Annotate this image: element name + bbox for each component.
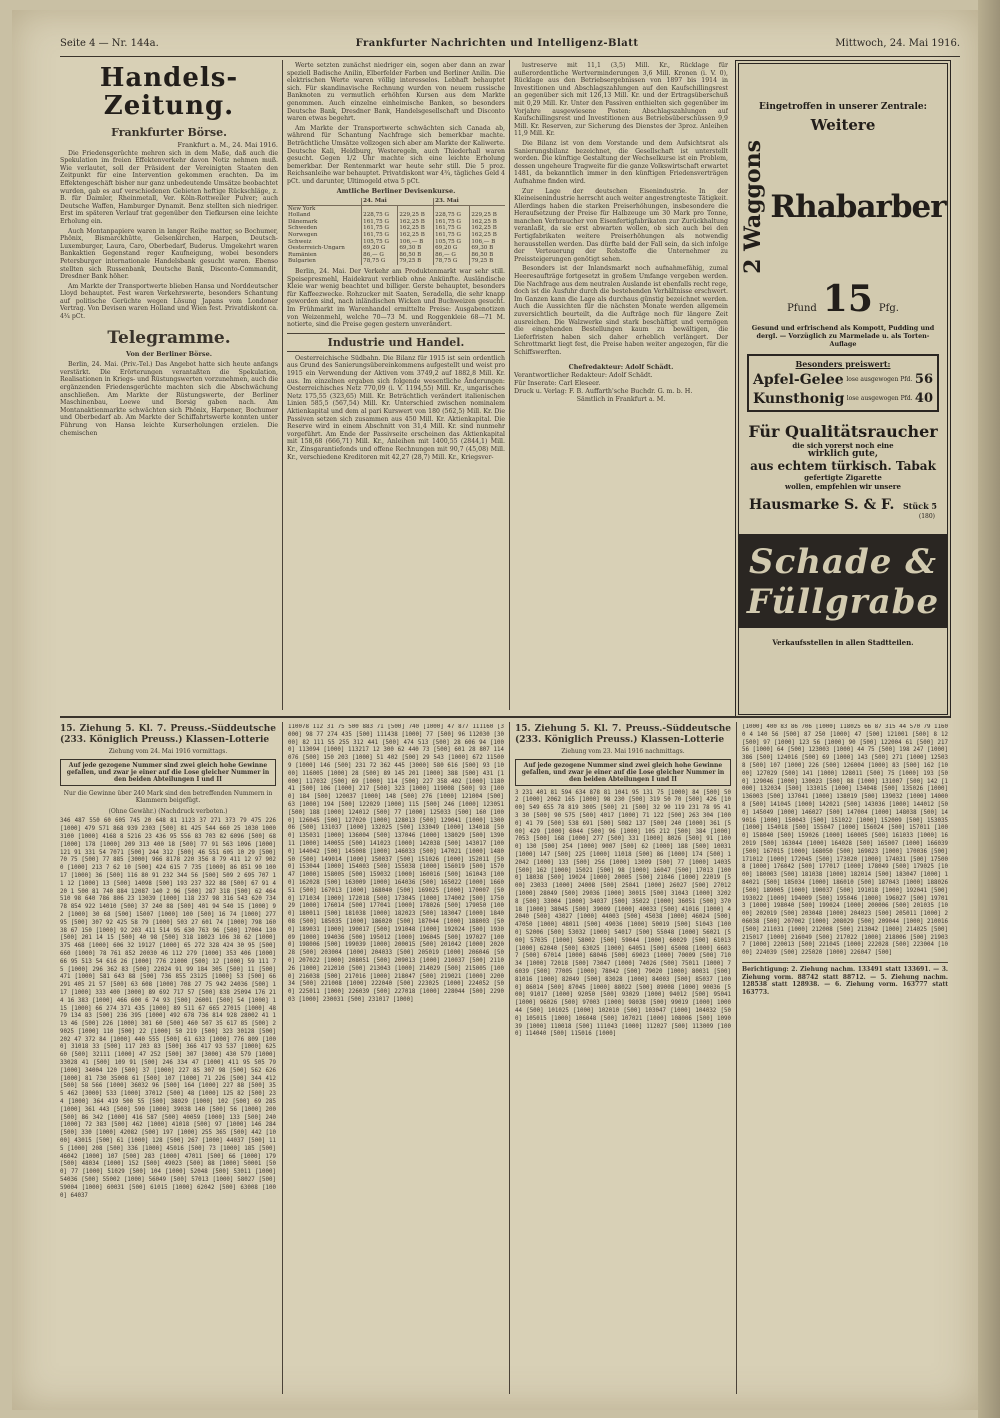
ad-brand-price: Stück 5 [902,500,937,511]
ad-quality-heading: Für Qualitätsraucher [748,421,938,441]
cell: 105,75 G [434,239,470,246]
table-row [287,232,505,239]
section-divider [60,716,950,718]
column-divider [509,722,510,1394]
article-paragraph: Oesterreichische Südbahn. Die Bilanz für 1915 ist sein ordentlich aus Grund des Sanierungsübereinkommens aufgestellt und weist pro 1915 ein Verwendung der Aktiven vom 3749,2 auf 1882,8 Mill. Kr. aus. Im einzelnen ergaben sich folgende wesentliche Änderungen: Oesterreichisches Netz 770,09 (i. V. 1194,55) Mill. Kr., ungarisches Netz 175,55 (323,65) Mill. Kr. Beträchtlich verändert italienischen Linien 585,5 (567,54) Mill. Kr. Unterschied zwischen nominalem Aktienkapital und dem al pari Kurswert von 180 (562,5) Mill. Kr. Die Passiven setzen sich zusammen aus 450 Mill. Kr. Aktienkapital. Die Reserve wird in einem Abschnitt von 31,4 Mill. Kr. sind nunmehr vorgeführt. Am Ende der Passivseite erscheinen das Aktienkapital mit 158,68 (666,71) Mill. Kr., Anleihen mit 1400,55 (2844,1) Mill. Kr., Zinsgarantiefonds und offene Rechnungen mit 90,7 (45,08) Mill. Kr., verschiedene Kreditoren mit 42,27 (28,7) Mill. Kr., Kriegsver- [287,354,505,461]
ad-intro: Eingetroffen in unserer Zentrale: [759,102,927,112]
cell: 79,25 B [470,258,505,265]
ad-price: 15 [822,277,873,320]
telegram-subheading: Von der Berliner Börse. [126,349,212,358]
cell: 86,— G [362,252,398,259]
telegram-heading: Telegramme. [107,327,231,348]
cell: 228,75 G [362,212,398,219]
ad-company-line: Schade & [749,541,937,582]
issue-date: Mittwoch, 24. Mai 1916. [835,38,960,49]
currency-rates-table [287,198,505,265]
cell: Bulgarien [288,258,316,265]
cell: Dänemark [288,218,318,225]
table-header: 24. Mai [362,198,434,205]
dateline: Frankfurt a. M., 24. Mai 1916. [177,141,278,149]
industry-heading: Industrie und Handel. [287,333,505,352]
article-paragraph: lustreserve mit 11,1 (3,5) Mill. Kr., Rücklage für außerordentliche Wertverminderungen 3,6 Mill. Kronen (i. V. 0), Rücklage aus den Betriebsergebnissen von 1897 bis 1914 in Investitionen und Abschlagszahlungen auf den Kaufschillingsrest an gegenüber sich mit 126,13 Mill. Kr. und der Ertragsüberschuß mit 0,29 Mill. Kr. Unter den Passiven enthielten sich gegenüber im Vorjahre ausgewiesene Posten: Abschlagszahlungen auf Kaufschillingsrest und Investitionen aus Betriebsüberschüssen 9,9 Mill. Kr. Reserven, zur Sicherung des Dienstes der 3proz. Anleihen 11,9 Mill. Kr. [514,62,728,138]
lottery-column-1 [60,724,276,1394]
table-row [287,239,505,246]
lottery-note: Nur die Gewinne über 240 Mark sind den betreffenden Nummern in Klammern beigefügt. [63,789,273,805]
cell: 78,75 G [434,258,470,265]
ad-item-name: Apfel-Gelee [753,371,844,388]
cell: 161,75 G [434,219,470,226]
cell: 162,25 B [470,232,505,239]
table-header-row [287,198,505,205]
article-paragraph: Die Friedensgerüchte mehren sich in dem Maße, daß auch die Spekulation im freien Effektenverkehr davon Notiz nehmen muß. Wie verlautet, soll der Präsident der Vereinigten Staaten den Zeitpunkt für eine Intervention gekommen erachten. Da im Effektengeschäft bisher nur ganz unbedeutende Umsätze beobachtet wurden, gab es auf verschiedenen Gebieten heftige Rückschläge, z. B. für Daimler, Rheinmetall, Ver. Köln-Rottweiler Pulver; auch Deutsche Waffen, Hamburger Dynamit. Benz stellten sich niedriger. Erst im späteren Verlauf trat gegenüber den Tiefkursen eine leichte Erholung ein. [60,149,278,225]
article-paragraph: Am Markte der Transportwerte schwächten sich Canada ab, während für Schantung Nachfrage sich bemerkbar machte. Beträchtliche Umsätze vollzogen sich aber am Markte der Kaliwerte. Deutsche Kali, Heldburg, Westeregeln, auch Thiederhall waren gesucht. Gegen 1/2 Uhr machte sich eine leichte Erholung bemerkbar. Der Rentenmarkt war heute sehr still. Die 5 proz. Reichsanleihe war behauptet. Privatdiskont war 4¾, tägliches Geld 4 pCt. und darunter, Ultimogeld etwa 5 pCt. [287,124,505,185]
lottery-subtitle: Ziehung vom 24. Mai 1916 vormittags. [108,748,228,755]
lottery-note-box: Auf jede gezogene Nummer sind zwei gleich hohe Gewinne gefallen, und zwar je einer auf die Lose gleicher Nummer in den beiden Abteilungen I und II [60,759,276,786]
column-handelszeitung [60,62,278,712]
lottery-column-2 [288,724,504,1394]
lottery-note-box: Auf jede gezogene Nummer sind zwei gleich hohe Gewinne gefallen, und zwar je einer auf die Lose gleicher Nummer in den beiden Abteilungen I und II [515,759,731,786]
ad-quality-line: wirklich gute, [808,448,878,459]
imprint-line: Verantwortlicher Redakteur: Adolf Schädt. [514,370,653,379]
masthead: Frankfurter Nachrichten und Intelligenz-Blatt [355,38,639,49]
cell: 161,75 G [434,232,470,239]
cell [470,205,505,212]
article-paragraph: Berlin, 24. Mai. Der Verkehr am Produktenmarkt war sehr still. Speisepresmehl, Haidekraut verblieb ohne Ankünfte. Ausländische Kleie war wenig beachtet und billiger. Gerste behauptet, besonders für Kaffeezwecke. Rohzucker mit Saaten, Seradella, die sehr knapp geworden sind, nach inländischen Wicken und Buchweizen gesucht. Im Frühmarkt im Warenhandel ermittelte Preise: Ausgabenotizen von Weizenmehl, welche 70—73 M. und Roggenkleie 68—71 M. notierte, sind die Preise gegen gestern unverändert. [287,268,505,329]
cell: 86,50 B [398,252,434,259]
cell: 69,30 B [470,245,505,252]
ad-offer-box [747,354,939,412]
ad-item-note: lose ausgewogen Pfd. [846,395,913,403]
table-row [287,245,505,252]
ad-waggons: 2 Waggons [740,140,767,274]
table-row [287,225,505,232]
cell: 229,25 B [398,212,434,219]
column-markets [287,62,505,712]
article-paragraph: Besonders ist der Inlandsmarkt noch aufnahmefähig, zumal Heeresaufträge fortgesetzt in großem Umfange vergeben werden. Die Nachfrage aus dem neutralen Auslande ist ebenfalls recht rege, doch ist die Ausfuhr durch die bestehenden Verhältnisse erschwert. Im Ganzen kann die Lage als durchaus günstig bezeichnet werden. Auch die Aussichten für die nächsten Monate werden allgemein zuversichtlich beurteilt, da die Aufträge noch für längere Zeit ausreichen. Die Walzwerke sind stark beschäftigt und vermögen die eingehenden Bestellungen kaum zu bewältigen, die Lieferfristen haben sich daher erheblich verlängert. Der Schrottmarkt liegt fest, die Preise haben weiter angezogen, für die Schiffswerften. [514,265,728,356]
ad-quality-line: gefertigte Zigarette [804,472,882,482]
cell: 69,30 B [398,245,434,252]
article-paragraph: Werte setzten zunächst niedriger ein, sogen aber dann an zwar speziell Badische Anilin, Elberfelder Farben und Berliner Anilin. Die elektrischen Werte waren völlig interesselos. Lebhaft behauptet sich. Für skandinavische Rechnung wurden von neuem russische Banknoten zu vermutlich erhöhten Kursen aus dem Markte genommen. Auch einzelne einheimische Banken, so besonders Deutsche Bank, Dresdner Bank, Handelsgesellschaft und Disconto waren etwas begehrt. [287,62,505,123]
ad-weitere: Weitere [810,116,876,134]
ad-brand: Hausmarke S. & F. [749,496,895,513]
imprint-line: Für Inserate: Carl Eleseer. [514,378,601,387]
ad-quality-line: wollen, empfehlen wir unsere [785,481,901,491]
cell: 228,75 G [434,212,470,219]
ad-product-row [739,140,947,274]
table-row [287,205,505,212]
cell: Holland [288,212,311,219]
cell [362,205,398,212]
imprint [514,363,728,403]
ad-currency: Pfg. [878,302,899,314]
rhabarber-advertisement [735,60,951,718]
ad-offer-title: Besonders preiswert: [795,358,891,369]
boerse-heading: Frankfurter Börse. [111,126,227,139]
ad-quality-line: die sich vorerst noch eine [792,440,894,450]
ad-company-banner [739,534,947,628]
article-paragraph: Die Bilanz ist von dem Vorstande und dem Aufsichtsrat als Sanierungsbilanz bezeichnet, die Gesellschaft ist unterstellt worden. Die künftige Gestaltung der Wechselkurse ist ein Problem, dessen ungeheure Tragweite für die ganze Volkswirtschaft erwartet 1481, da bekanntlich immer in den künftigen Friedensverträgen Aufnahme finden wird. [514,139,728,185]
table-row [287,212,505,219]
ad-offer-item [753,372,933,388]
column-industry [514,62,728,712]
ad-offer-item [753,391,933,407]
cell: 162,25 B [398,225,434,232]
cell: 161,75 G [434,225,470,232]
cell: 162,25 B [470,219,505,226]
cell: 79,25 B [398,258,434,265]
ad-company-line: Füllgrabe [746,581,940,622]
lottery-numbers: 3 231 401 81 594 634 878 81 1041 95 131 75 [1000] 84 [500] 502 [1000] 2062 165 [1000] 98 230 [500] 319 50 70 [500] 426 [1000] 549 655 78 819 3005 [500] 21 [500] 32 90 119 231 78 95 413 30 [500] 90 575 [500] 4017 [1000] 71 122 [500] 263 304 [1000] 41 79 [500] 538 691 [500] 5082 137 [500] 240 [1000] 361 [500] 429 [1000] 6044 [500] 96 [1000] 105 212 [500] 384 [1000] 7053 [500] 168 [1000] 277 [500] 331 [1000] 8026 [500] 91 [1000] 130 [500] 254 [1000] 9007 [500] 62 [1000] 188 [500] 10031 [1000] 147 [500] 225 [1000] 11018 [500] 86 [1000] 174 [500] 12042 [1000] 133 [500] 256 [1000] 13009 [500] 77 [1000] 14035 [500] 162 [1000] 15021 [500] 98 [1000] 16047 [500] 17013 [1000] 18038 [500] 19024 [1000] 20005 [500] 21046 [1000] 22019 [500] 23033 [1000] 24008 [500] 25041 [1000] 26027 [500] 27012 [1000] 28049 [500] 29036 [1000] 30015 [500] 31043 [1000] 32028 [500] 33004 [1000] 34037 [500] 35022 [1000] 36051 [500] 37018 [1000] 38045 [500] 39009 [1000] 40033 [500] 41016 [1000] 42040 [500] 43027 [1000] 44003 [500] 45038 [1000] 46024 [500] 47050 [1000] 48011 [500] 49036 [1000] 50019 [500] 51043 [1000] 52006 [500] 53032 [1000] 54017 [500] 55048 [1000] 56021 [500] 57035 [1000] 58002 [500] 59044 [1000] 60029 [500] 61013 [1000] 62040 [500] 63025 [1000] 64051 [500] 65008 [1000] 66037 [500] 67014 [1000] 68046 [500] 69023 [1000] 70009 [500] 71034 [1000] 72018 [500] 73047 [1000] 74026 [500] 75011 [1000] 76039 [500] 77005 [1000] 78042 [500] 79020 [1000] 80031 [500] 81016 [1000] 82049 [500] 83028 [1000] 84003 [500] 85037 [1000] 86014 [500] 87045 [1000] 88022 [500] 89008 [1000] 90036 [500] 91017 [1000] 92050 [500] 93029 [1000] 94012 [500] 95041 [1000] 96026 [500] 97003 [1000] 98038 [500] 99019 [1000] 100044 [500] 101025 [1000] 102010 [500] 103047 [1000] 104032 [500] 105015 [1000] 106048 [500] 107021 [1000] 108006 [500] 109039 [1000] 110018 [500] 111043 [1000] 112027 [500] 113009 [1000] 114040 [500] 115016 [1000] [515,789,731,1038]
cell: 229,25 B [470,212,505,219]
lottery-column-3 [515,724,731,1394]
lottery-title: 15. Ziehung 5. Kl. 7. Preuss.-Süddeutsche (233. Königlich Preuss.) Klassen-Lotterie [60,724,276,745]
cell: 78,75 G [362,258,398,265]
cell: 86,50 B [470,252,505,259]
cell: 86,— G [434,252,470,259]
page-edge [978,0,1000,1418]
lottery-numbers: 346 487 550 60 605 745 20 648 81 1123 37 271 373 79 475 226 [1000] 479 571 868 939 2303 [500] 81 425 544 660 25 1030 1000 3100 [1000] 4168 8 5216 23 436 95 556 83 703 82 6096 [500] 68 [1000] 178 [1000] 209 313 400 18 [500] 77 91 563 1096 [1000] 121 91 331 54 7071 [500] 244 312 [500] 46 551 605 10 29 [500] 70 75 [500] 77 885 [3000] 966 8178 220 356 8 79 411 12 97 9020 [1000] 213 7 62 10 [500] 424 615 7 735 [1000] 86 851 90 10017 [1000] 36 [500] 116 80 91 232 344 56 [500] 509 2 695 707 11 12 [1000] 13 [500] 14098 [500] 193 237 322 88 [500] 67 91 420 1 500 81 740 884 12087 140 2 96 [500] 287 318 [500] 62 464 510 98 640 786 806 23 13039 [1000] 118 237 98 316 543 620 734 78 854 922 14010 [500] 37 240 88 [500] 401 94 540 15 [1000] 92 [1000] 30 68 [500] 15007 [1000] 100 [500] 16 74 [1000] 277 95 [500] 307 92 425 58 79 [1000] 503 27 601 74 [1000] 798 16038 67 150 [1000] 92 203 411 514 95 630 763 96 [500] 17004 130 [500] 201 14 15 [500] 40 98 [500] 318 18023 106 38 62 [1000] 375 468 [1000] 606 32 19127 [1000] 65 272 328 424 30 95 [500] 660 [1000] 78 761 852 20030 46 112 279 [1000] 353 406 [1000] 66 95 513 54 616 26 [1000] 776 21000 [500] 12 [1000] 59 111 75 [1000] 296 362 83 [500] 22024 91 99 184 305 [500] 11 [500] 471 [1000] 581 643 88 [500] 736 855 23125 [1000] 53 [500] 66 291 405 21 57 [500] 63 608 [1000] 708 27 75 942 24036 [500] 117 [1000] 333 400 [3000] 89 692 717 57 [500] 838 25094 176 214 16 383 [1000] 466 600 6 74 93 [500] 26001 [500] 54 [1000] 115 [1000] 66 274 371 435 [1000] 89 511 67 665 27015 [1000] 48 79 134 83 [500] 236 395 [1000] 492 678 736 814 928 28002 41 113 46 [500] 226 [1000] 301 60 [500] 460 507 35 617 85 [500] 29025 [1000] 110 [500] 22 [1000] 50 219 [500] 323 30128 [500] 202 47 372 84 [1000] 440 555 [500] 61 633 [1000] 776 809 [1000] 31018 33 [500] 117 203 83 [500] 366 417 93 537 [1000] 625 60 [500] 32111 [1000] 47 252 [500] 307 [3000] 430 579 [1000] 33028 41 [500] 109 91 [500] 246 334 47 [1000] 411 95 505 79 [1000] 34004 120 [500] 37 [1000] 227 85 307 98 [500] 562 626 [1000] 81 730 35008 61 [500] 107 [1000] 71 226 [500] 344 412 [500] 58 566 [1000] 36032 96 [500] 164 [1000] 227 88 [500] 355 462 [3000] 533 [1000] 37012 [500] 48 [1000] 125 82 [500] 234 [1000] 364 419 500 55 [500] 38029 [1000] 102 [500] 69 285 [1000] 361 443 [500] 590 [1000] 39038 140 [500] 56 [1000] 200 [500] 86 342 [1000] 416 587 [500] 40059 [1000] 133 [500] 240 [1000] 72 383 [500] 462 [1000] 41018 [500] 97 [1000] 146 284 [500] 330 [1000] 42082 [500] 197 [1000] 255 365 [500] 442 [1000] 43015 [500] 61 [1000] 128 [500] 267 [1000] 44037 [500] 115 [1000] 208 [500] 336 [1000] 45016 [500] 73 [1000] 185 [500] 46042 [1000] 107 [500] 283 [1000] 47011 [500] 66 [1000] 179 [500] 48034 [1000] 152 [500] 49023 [500] 88 [1000] 50001 [500] 77 [1000] 51029 [500] 104 [1000] 52048 [500] 53011 [1000] 54036 [500] 55002 [1000] 56049 [500] 57013 [1000] 58027 [500] 59004 [1000] 60031 [500] 61015 [1000] 62042 [500] 63008 [1000] 64037 [60,818,276,1199]
lottery-column-4 [742,724,948,1394]
lottery-numbers: [1000] 400 83 86 706 [1000] 118025 66 87 315 44 570 79 11600 4 140 56 [500] 87 250 [1000] 47 [500] 121001 [500] 8 12 [500] 97 [1000] 123 56 [1000] 90 [500] 122004 61 [500] 217 56 [1000] 64 [500] 123003 [1000] 44 75 [500] 198 247 [1000] 386 [500] 124016 [500] 69 [1000] 143 [500] 271 [1000] 125038 [500] 107 [1000] 226 [500] 126004 [1000] 83 [500] 162 [1000] 127029 [500] 141 [1000] 128011 [500] 75 [1000] 193 [500] 129046 [1000] 130023 [500] 88 [1000] 131007 [500] 142 [1000] 132034 [500] 133015 [1000] 134048 [500] 135026 [1000] 136003 [500] 137041 [1000] 138019 [500] 139032 [1000] 140008 [500] 141045 [1000] 142021 [500] 143036 [1000] 144012 [500] 145049 [1000] 146027 [500] 147004 [1000] 148038 [500] 149016 [1000] 150043 [500] 151022 [1000] 152009 [500] 153035 [1000] 154018 [500] 155047 [1000] 156024 [500] 157011 [1000] 158040 [500] 159026 [1000] 160005 [500] 161033 [1000] 162019 [500] 163044 [1000] 164028 [500] 165007 [1000] 166039 [500] 167015 [1000] 168050 [500] 169023 [1000] 170036 [500] 171012 [1000] 172045 [500] 173020 [1000] 174031 [500] 175008 [1000] 176042 [500] 177017 [1000] 178049 [500] 179025 [1000] 180003 [500] 181038 [1000] 182014 [500] 183047 [1000] 184021 [500] 185034 [1000] 186010 [500] 187043 [1000] 188026 [500] 189005 [1000] 190037 [500] 191018 [1000] 192041 [500] 193022 [1000] 194009 [500] 195046 [1000] 196027 [500] 197013 [1000] 198040 [500] 199024 [1000] 200006 [500] 201035 [1000] 202019 [500] 203048 [1000] 204023 [500] 205011 [1000] 206038 [500] 207002 [1000] 208029 [500] 209044 [1000] 210016 [500] 211031 [1000] 212008 [500] 213042 [1000] 214025 [500] 215017 [1000] 216049 [500] 217022 [1000] 218006 [500] 219037 [1000] 220013 [500] 221045 [1000] 222028 [500] 223004 [1000] 224039 [500] 225020 [1000] 226047 [500] [742,724,948,957]
column-divider [282,60,283,710]
lottery-correction: Berichtigung: 2. Ziehung nachm. 133491 statt 133691. — 3. Ziehung vorm. 88742 statt 88712. — 5. Ziehung nachm. 128538 statt 128938. — 6. Ziehung vorm. 163777 statt 163773. [742,962,948,996]
ad-item-price: 56 [914,372,933,388]
ad-item-price: 40 [914,391,933,407]
cell [398,205,434,212]
cell: Oesterreich-Ungarn [288,245,345,252]
ad-description: Gesund und erfrischend als Kompott, Pudding und dergl. — Vorzüglich zu Marmelade u. als Torten-Auflage [751,323,935,348]
cell: New York [288,205,316,212]
cell: 106,— B [470,239,505,246]
cell: Schweiz [288,238,312,245]
cell: Rumänien [288,251,317,258]
ad-footer: Verkaufsstellen in allen Stadtteilen. [772,637,914,647]
cell: 162,25 B [470,225,505,232]
ad-price-row [739,278,947,320]
cell: 69,20 G [362,245,398,252]
table-header: 23. Mai [434,198,505,205]
cell: 106,— B [398,239,434,246]
table-header [287,198,362,205]
cell: 69,20 G [434,245,470,252]
page-header [60,38,960,57]
ad-product: Rhabarber [770,188,946,225]
ad-item-name: Kunsthonig [753,390,845,407]
ad-ref: (180) [918,512,935,520]
cell: 161,75 G [362,232,398,239]
column-divider [509,60,510,710]
lottery-subtitle: Ziehung vom 23. Mai 1916 nachmittags. [561,748,685,755]
cell: Norwegen [288,232,318,239]
ad-quality-line: aus echtem türkisch. Tabak [750,458,936,473]
ad-item-note: lose ausgewogen Pfd. [846,376,913,384]
cell: 161,75 G [362,225,398,232]
cell: 105,75 G [362,239,398,246]
imprint-line: Sämtlich in Frankfurt a. M. [576,394,666,403]
ad-unit: Pfund [787,302,817,314]
table-row [287,219,505,226]
column-divider [282,722,283,1394]
article-paragraph: Am Markte der Transportwerte blieben Hansa und Norddeutscher Lloyd behauptet. Fest waren Verkehrswerte, besonders Schantung auf politische Gerüchte wegen Lösung Japans vom Londoner Vertrag. Von Devisen waren Holland und Wien fest. Privatdiskont ca. 4¾ pCt. [60,282,278,321]
lottery-numbers: 110078 112 31 75 500 883 71 [500] 740 [1000] 47 877 111160 [3000] 98 77 274 435 [500] 111438 [1000] 77 [500] 96 112030 [3000] 82 111 55 255 312 441 [500] 474 513 [500] 28 606 94 [1000] 113094 [1000] 113217 12 300 62 440 73 [500] 601 28 807 114076 [500] 150 203 [1000] 51 402 [500] 29 543 [1000] 672 115009 [1000] 146 [500] 231 72 362 445 [3000] 580 616 [500] 93 [1000] 116005 [1000] 28 [500] 89 145 201 [1000] 388 [500] 431 [1000] 117032 [500] 69 [1000] 114 [500] 227 358 402 [1000] 118041 [500] 106 [1000] 217 [500] 323 [1000] 119008 [500] 93 [1000] 184 [500] 120037 [1000] 148 [500] 276 [1000] 121004 [500] 63 [1000] 194 [500] 122029 [1000] 115 [500] 246 [1000] 123051 [500] 188 [1000] 124012 [500] 77 [1000] 125033 [500] 160 [1000] 126045 [500] 127020 [1000] 128013 [500] 129041 [1000] 130006 [500] 131037 [1000] 132025 [500] 133049 [1000] 134018 [500] 135031 [1000] 136004 [500] 137046 [1000] 138029 [500] 139011 [1000] 140055 [500] 141023 [1000] 142038 [500] 143017 [1000] 144042 [500] 145008 [1000] 146033 [500] 147021 [1000] 148050 [500] 149014 [1000] 150037 [500] 151026 [1000] 152011 [500] 153044 [1000] 154003 [500] 155038 [1000] 156019 [500] 157047 [1000] 158005 [500] 159032 [1000] 160016 [500] 161043 [1000] 162028 [500] 163009 [1000] 164036 [500] 165022 [1000] 166051 [500] 167013 [1000] 168040 [500] 169025 [1000] 170007 [500] 171034 [1000] 172018 [500] 173045 [1000] 174002 [500] 175029 [1000] 176014 [500] 177041 [1000] 178026 [500] 179050 [1000] 180011 [500] 181038 [1000] 182023 [500] 183047 [1000] 184008 [500] 185035 [1000] 186020 [500] 187044 [1000] 188003 [500] 189031 [1000] 190017 [500] 191048 [1000] 192024 [500] 193009 [1000] 194036 [500] 195012 [1000] 196045 [500] 197027 [1000] 198006 [500] 199039 [1000] 200015 [500] 201042 [1000] 202028 [500] 203004 [1000] 204033 [500] 205019 [1000] 206046 [500] 207022 [1000] 208051 [500] 209013 [1000] 210037 [500] 211026 [1000] 212010 [500] 213043 [1000] 214029 [500] 215005 [1000] 216038 [500] 217016 [1000] 218047 [500] 219021 [1000] 220034 [500] 221008 [1000] 222040 [500] 223025 [1000] 224052 [500] 225011 [1000] 226039 [500] 227018 [1000] 228044 [500] 229003 [1000] 230031 [500] 231017 [1000] [288,724,504,1003]
article-paragraph: Auch Montanpapiere waren in langer Reihe matter, so Bochumer, Phönix, Bismarckhütte, Gelsenkirchen, Harpen, Deutsch-Luxemburger, Laura, Caro, Oberbedarf, Buderus. Umgekehrt waren Bankaktien Gegenstand reger Kaufneigung, wobei besonders Petersburger internationale Handelsbank gesucht waren. Ebenso stellten sich Russenbank, Deutsche Bank, Disconto-Commandit, Dresdner Bank höher. [60,227,278,281]
column-divider [736,722,737,1394]
section-title: Handels-Zeitung. [99,63,239,121]
lottery-title: 15. Ziehung 5. Kl. 7. Preuss.-Süddeutsche (233. Königlich Preuss.) Klassen-Lotterie [515,724,731,745]
ad-brand-row [749,497,937,513]
cell: Schweden [288,225,318,232]
page-number: Seite 4 — Nr. 144a. [60,38,159,49]
rates-heading: Amtliche Berliner Devisenkurse. [336,186,456,195]
table-row [287,258,505,265]
table-row [287,252,505,259]
cell: 162,25 B [398,219,434,226]
article-paragraph: Berlin, 24. Mai. (Priv.-Tel.) Das Angebot hatte sich heute anfangs verstärkt. Die Erörterungen verantaßten die Spekulation, Realisationen in Kriegs- und Rüstungswerten vorzunehmen, auch die ergänzenden Friedensgerüchte machten sich die Abschwächung anschließen. Am Markte der Rüstungswerte, der Berliner Maschinenbau, Loewe und Borsig gaben nach. Am Montanaktienmarkte schwächten sich Phönix, Harpener, Bochumer und Oberbedarf ab. Am Markte der Schiffahrtswerte konnten unter Führung von Hansa leichte Kurserholungen erzielen. Die chemischen [60,361,278,437]
cell [434,205,470,212]
imprint-line: Druck u. Verlag: F. B. Auffarth'sche Buchdr. G. m. b. H. [514,386,693,395]
imprint-line: Chefredakteur: Adolf Schädt. [568,362,674,371]
cell: 161,75 G [362,219,398,226]
cell: 162,25 B [398,232,434,239]
article-paragraph: Zur Lage der deutschen Eisenindustrie. In der Kleineisenindustrie herrscht auch weiter angestrengteste Tätigkeit. Allerdings haben die starken Preiserhöhungen, insbesondere die Heraufsetzung der Preise für Halbzeuge um 30 Mark pro Tonne, manchen Verbraucher von Eisenfertigfabrikaten zur Zurückhaltung veranlaßt, da sie erst abwarten wollen, ob sich auch bei den Fertigfabrikaten weitere Preiserhöhungen als notwendig herausstellen werden. Das dürfte bald der Fall sein, da sich infolge der Verteuerung der Rohstoffe die Unternehmer zu Preissteigerungen genötigt sehen. [514,187,728,263]
lottery-note: (Ohne Gewähr.) (Nachdruck verboten.) [108,807,228,815]
